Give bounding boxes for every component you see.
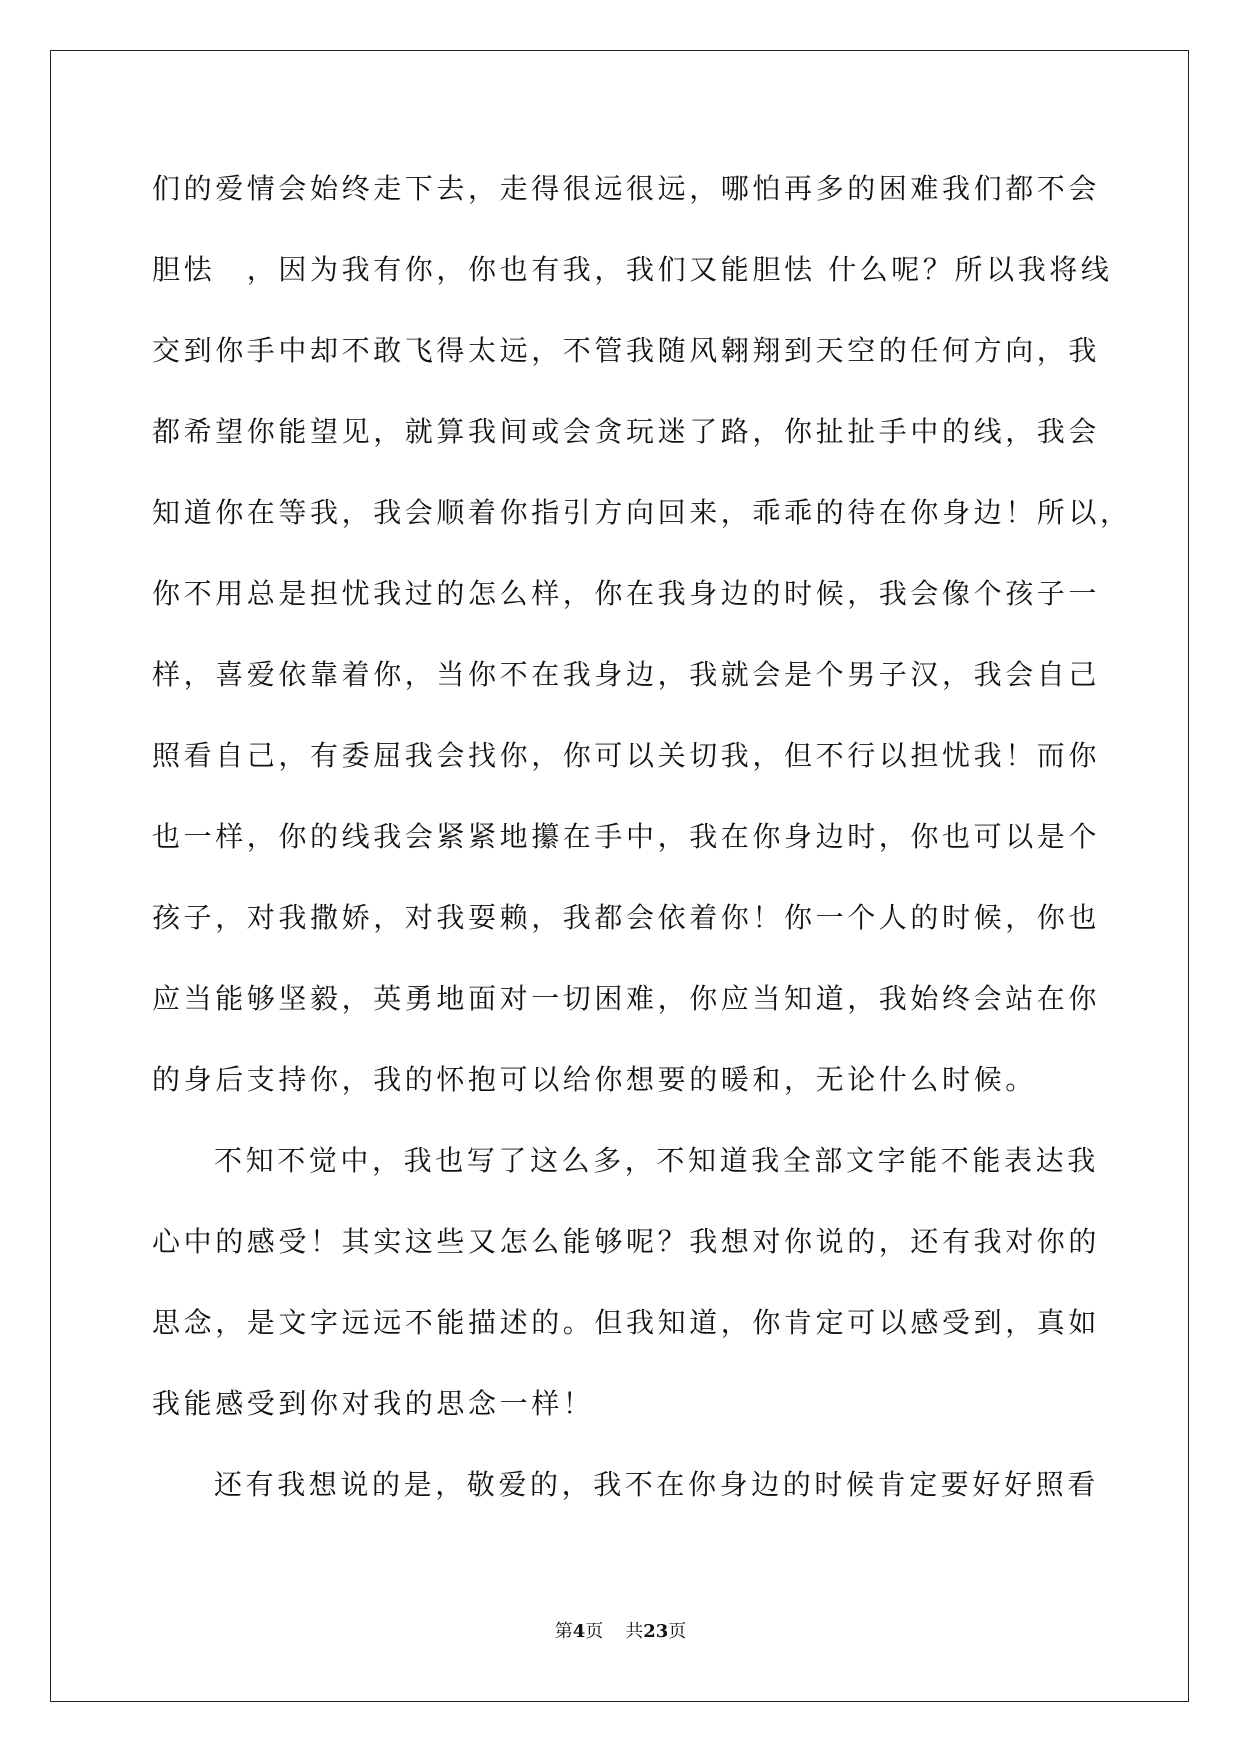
text-line: 你不用总是担忧我过的怎么样，你在我身边的时候，我会像个孩子一 [152,577,1101,610]
text-line: 样，喜爱依靠着你，当你不在我身边，我就会是个男子汉，我会自己 [152,658,1101,691]
total-prefix: 共 [625,1621,644,1642]
page-prefix: 第 [554,1621,573,1642]
text-line: 知道你在等我，我会顺着你指引方向回来，乖乖的待在你身边！所以， [152,496,1132,529]
page-number: 4 [572,1621,586,1642]
text-line: 的身后支持你，我的怀抱可以给你想要的暖和，无论什么时候。 [152,1063,1037,1096]
text-line: 孩子，对我撒娇，对我耍赖，我都会依着你！你一个人的时候，你也 [152,901,1101,934]
text-line: 们的爱情会始终走下去，走得很远很远，哪怕再多的困难我们都不会 [152,172,1101,205]
text-line: 都希望你能望见，就算我间或会贪玩迷了路，你扯扯手中的线，我会 [152,415,1101,448]
document-body [152,148,1132,1525]
text-line: 思念，是文字远远不能描述的。但我知道，你肯定可以感受到，真如 [152,1306,1101,1339]
total-pages: 23 [643,1621,669,1642]
text-line: 照看自己，有委屈我会找你，你可以关切我，但不行以担忧我！而你 [152,739,1101,772]
text-line: 胆怯 ，因为我有你，你也有我，我们又能胆怯 什么呢？所以我将线 [152,253,1113,286]
text-line: 心中的感受！其实这些又怎么能够呢？我想对你说的，还有我对你的 [152,1225,1101,1258]
text-line: 我能感受到你对我的思念一样！ [152,1387,595,1420]
page-footer [0,1620,1241,1644]
total-suffix: 页 [668,1621,687,1642]
paragraph-start-line: 不知不觉中，我也写了这么多，不知道我全部文字能不能表达我 [214,1144,1099,1177]
page-suffix: 页 [585,1621,604,1642]
text-line: 也一样，你的线我会紧紧地攥在手中，我在你身边时，你也可以是个 [152,820,1101,853]
paragraph-start-line: 还有我想说的是，敬爱的，我不在你身边的时候肯定要好好照看 [214,1468,1099,1501]
text-line: 应当能够坚毅，英勇地面对一切困难，你应当知道，我始终会站在你 [152,982,1101,1015]
text-line: 交到你手中却不敢飞得太远，不管我随风翱翔到天空的任何方向，我 [152,334,1101,367]
